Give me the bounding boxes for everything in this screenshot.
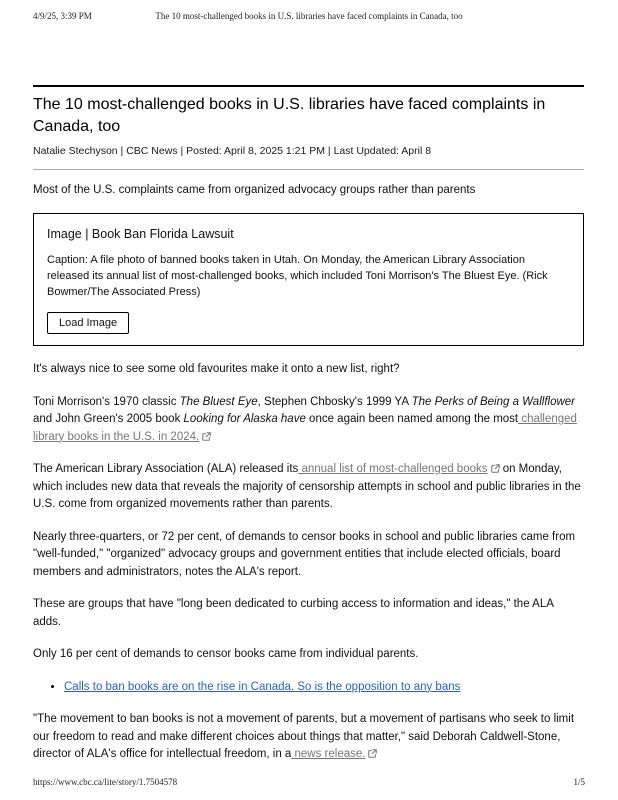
article-subhead: Most of the U.S. complaints came from organized advocacy groups rather than parents [33,184,476,196]
text-run: These are groups that have "long been dedicated to curbing access to information and ideas," the ALA adds. [33,598,554,628]
text-run: "The movement to ban books is not a movement of parents, but a movement of partisans who seek to limit our freedom to read and make different choices about things that matter," said Deborah Caldwell-Stone, director of ALA's office for intellectual freedom, in a [33,713,575,760]
article-byline: Natalie Stechyson | CBC News | Posted: April 8, 2025 1:21 PM | Last Updated: April 8 [33,145,432,157]
related-link-item [64,679,584,697]
article-paragraph [33,394,584,447]
print-header-datetime: 4/9/25, 3:39 PM [33,11,92,21]
external-link-icon [488,461,500,479]
inline-link[interactable]: annual list of most-challenged books [298,463,488,475]
inline-link[interactable]: news release. [291,748,366,760]
text-run: It's always nice to see some old favourites make it onto a new list, right? [33,363,400,375]
print-header [33,11,585,21]
subhead-divider [33,169,584,170]
text-run: Toni Morrison's 1970 classic [33,395,180,408]
inline-link[interactable]: challenged library books in the U.S. in 2024. [33,413,577,443]
article-title: The 10 most-challenged books in U.S. libraries have faced complaints in Canada, too [33,96,546,135]
related-link[interactable]: Calls to ban books are on the rise in Canada. So is the opposition to any bans [64,680,461,693]
text-run: Only 16 per cent of demands to censor books came from individual parents. [33,648,419,660]
text-run: on Monday, which includes new data that reveals the majority of censorship attempts in school and public libraries in the U.S. come from organized movements rather than parents. [33,463,581,510]
article-paragraph [33,596,584,631]
article-paragraph [33,711,584,764]
article-paragraph [33,461,584,514]
text-run: The Bluest Eye [179,395,258,408]
related-links-list [33,679,584,697]
text-run: The American Library Association (ALA) released its [33,463,299,475]
text-run: and John Green's 2005 book [33,413,184,425]
text-run: , Stephen Chbosky's 1999 YA [257,395,412,408]
text-run: The Perks of Being a Wallflower [411,395,575,408]
load-image-button[interactable]: Load Image [47,312,129,334]
image-caption: Caption: A file photo of banned books taken in Utah. On Monday, the American Library Association released its annual list of most-challenged books, which included Toni Morrison's The Bluest Eye. (Rick Bowmer/The Associated Press) [47,254,548,298]
print-footer-url: https://www.cbc.ca/lite/story/1.7504578 [33,777,178,787]
print-header-title: The 10 most-challenged books in U.S. libraries have faced complaints in Canada, too [155,11,463,21]
text-run: Nearly three-quarters, or 72 per cent, of demands to censor books in school and public libraries came from "well-funded," "organized" advocacy groups and government entities that include elected officials, board members and administrators, notes the ALA's report. [33,530,576,578]
external-link-icon [199,429,211,447]
article-content [33,85,584,779]
external-link-icon [365,746,377,764]
text-run: once again been named among the most [305,413,519,425]
text-run: Looking for Alaska have [183,413,306,425]
article-paragraph [33,646,584,664]
print-footer [33,777,585,787]
image-placeholder-box [33,213,584,346]
article-paragraph [33,529,584,582]
image-label: Image | Book Ban Florida Lawsuit [47,227,234,241]
print-footer-page-number: 1/5 [573,777,585,787]
article-paragraph [33,361,584,379]
title-divider [33,85,584,87]
